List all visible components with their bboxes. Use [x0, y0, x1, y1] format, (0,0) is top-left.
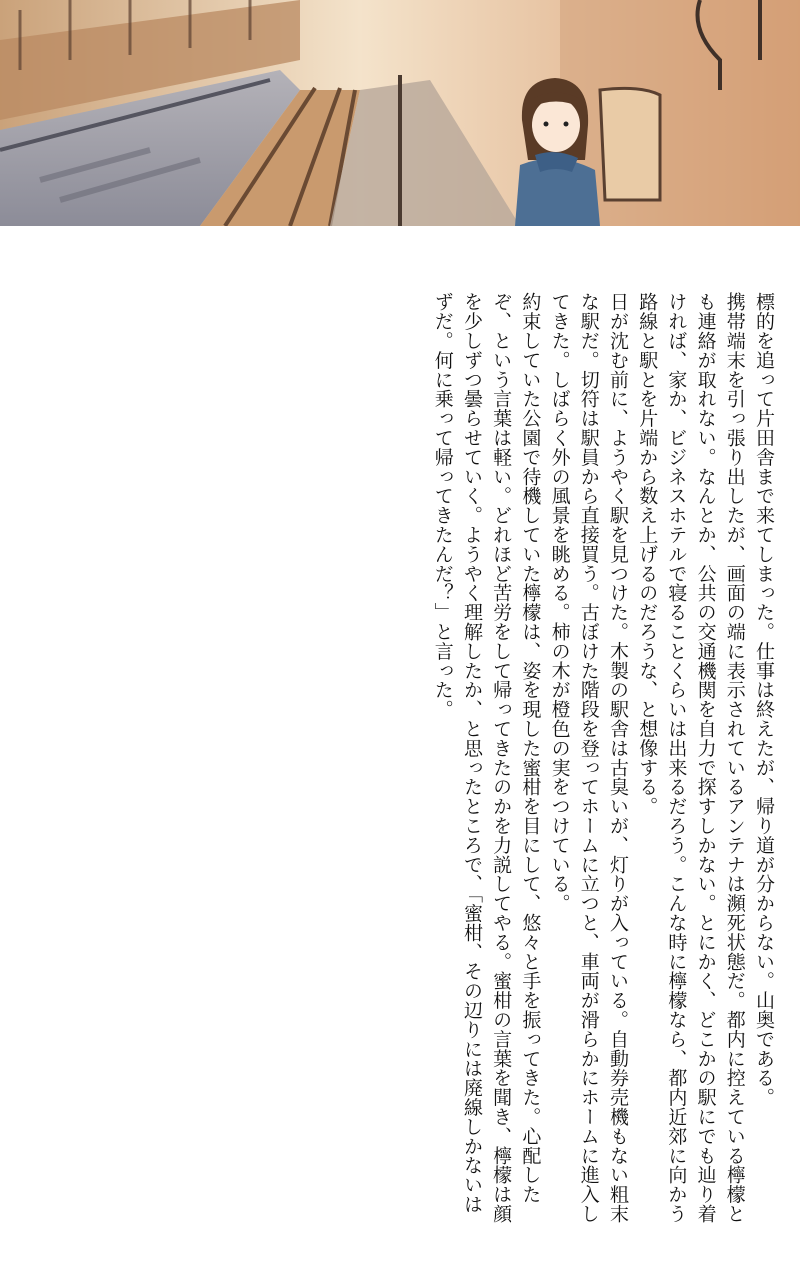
girl-eye-right: [564, 122, 569, 127]
station-platform-illustration: [0, 0, 800, 226]
girl-eye-left: [544, 122, 549, 127]
paragraph-2: 携帯端末を引っ張り出したが、画面の端に表示されているアンテナは瀕死状態だ。都内に控えている檸檬とも連絡が取れない。なんとか、公共の交通機関を自力で探すしかない。とにかく、どこかの駅にでも辿り着ければ、家か、ビジネスホテルで寝ることくらいは出来るだろう。こんな時に檸檬なら、都内近郊に向かう路線と駅とを片端から数え上げるのだろうな、と想像する。: [636, 292, 746, 1224]
story-text: [18, 292, 778, 1232]
girl-face: [532, 98, 580, 152]
sign-board: [600, 88, 660, 200]
paragraph-3: 日が沈む前に、ようやく駅を見つけた。木製の駅舎は古臭いが、灯りが入っている。自動券売機もない粗末な駅だ。切符は駅員から直接買う。古ぼけた階段を登ってホームに立つと、車両が滑らかにホームに進入してきた。しばらく外の風景を眺める。柿の木が橙色の実をつけている。: [548, 292, 629, 1224]
paragraph-1: 標的を追って片田舎まで来てしまった。仕事は終えたが、帰り道が分からない。山奥である。: [753, 292, 775, 1107]
paragraph-4: 約束していた公園で待機していた檸檬は、姿を現した蜜柑を目にして、悠々と手を振ってきた。心配したぞ、という言葉は軽い。どれほど苦労をして帰ってきたのかを力説してやる。蜜柑の言葉を聞き、檸檬は顔を少しずつ曇らせていく。ようやく理解したか、と思ったところで、「蜜柑、その辺りには廃線しかないはずだ。何に乗って帰ってきたんだ？」と言った。: [431, 292, 542, 1224]
